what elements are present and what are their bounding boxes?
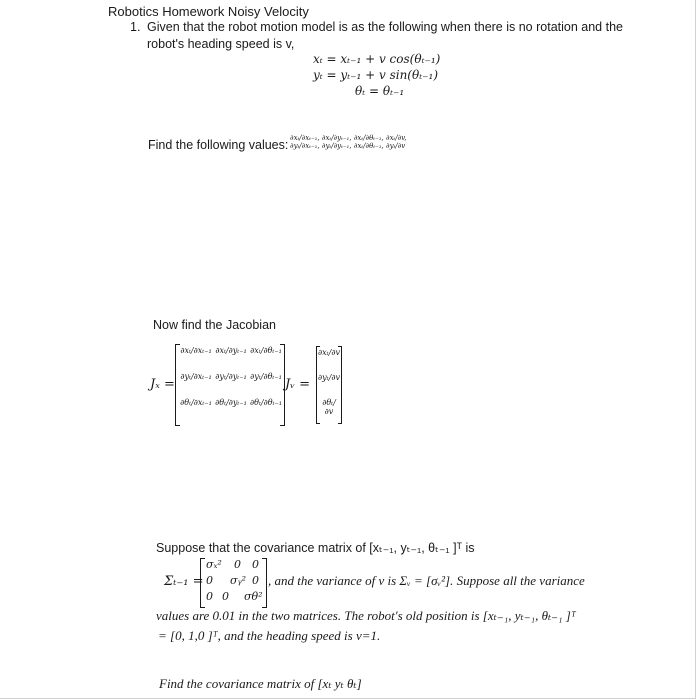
jx-cell: ∂yₜ/∂xₜ₋₁ <box>180 372 212 381</box>
partial-derivatives-list: ∂xₜ/∂xₜ₋₁, ∂xₜ/∂yₜ₋₁, ∂xₜ/∂θₜ₋₁, ∂xₜ/∂v, ∂yₜ/∂xₜ₋₁, ∂yₜ/∂yₜ₋₁, ∂xₜ/∂θₜ₋₁, ∂yₜ/∂v <box>290 134 407 150</box>
jx-label: Jₓ = <box>150 377 175 392</box>
jx-cell: ∂θₜ/∂yₜ₋₁ <box>215 398 247 407</box>
sigma-label: Σₜ₋₁ = <box>164 574 204 589</box>
motion-equation-theta: θₜ = θₜ₋₁ <box>355 84 405 98</box>
sigma-cell: 0 <box>206 590 213 603</box>
partial-derivative: ∂yₜ/∂v <box>386 142 406 150</box>
page-title: Robotics Homework Noisy Velocity <box>108 4 309 19</box>
jv-cell: ∂xₜ/∂v <box>318 348 340 357</box>
motion-equation-x: xₜ = xₜ₋₁ + v cos(θₜ₋₁) <box>313 52 441 66</box>
partial-derivative: ∂yₜ/∂yₜ₋₁ <box>321 142 350 150</box>
jx-cell: ∂yₜ/∂yₜ₋₁ <box>215 372 247 381</box>
jv-label: Jᵥ = <box>285 377 311 392</box>
jx-cell: ∂xₜ/∂yₜ₋₁ <box>215 346 247 355</box>
sigma-cell: σθ² <box>244 590 263 603</box>
jv-cell: ∂yₜ/∂v <box>318 373 340 382</box>
jx-cell: ∂xₜ/∂θₜ₋₁ <box>250 346 282 355</box>
sigma-cell: 0 <box>234 558 241 571</box>
sigma-after-text: , and the variance of v is Σᵥ = [σᵥ²]. Suppose all the variance <box>268 573 585 588</box>
sigma-right-bracket <box>262 558 267 608</box>
sigma-left-bracket <box>200 558 205 608</box>
partial-derivative: ∂xₜ/∂v <box>385 134 405 142</box>
question-text-line2: robot's heading speed is v, <box>147 37 295 51</box>
position-text: = [0, 1,0 ]ᵀ, and the heading speed is v=1. <box>158 628 381 643</box>
values-text: values are 0.01 in the two matrices. The robot's old position is [xₜ₋₁, yₜ₋₁, θₜ₋₁ ]ᵀ <box>156 608 576 623</box>
partial-derivative: ∂xₜ/∂θₜ₋₁ <box>353 134 382 142</box>
sigma-cell: 0 <box>206 574 213 587</box>
sigma-cell: 0 <box>222 590 229 603</box>
motion-equation-y: yₜ = yₜ₋₁ + v sin(θₜ₋₁) <box>313 68 438 82</box>
covariance-intro: Suppose that the covariance matrix of [xₜ₋₁, yₜ₋₁, θₜ₋₁ ]ᵀ is <box>156 541 475 555</box>
question-text-line1: Given that the robot motion model is as the following when there is no rotation and the <box>147 20 623 34</box>
jx-cell: ∂xₜ/∂xₜ₋₁ <box>180 346 212 355</box>
sigma-cell: 0 <box>252 558 259 571</box>
partial-derivative: ∂yₜ/∂xₜ₋₁ <box>290 142 318 150</box>
partial-derivative: ∂xₜ/∂yₜ₋₁ <box>321 134 350 142</box>
jacobian-label: Now find the Jacobian <box>153 318 276 332</box>
sigma-cell: σₓ² <box>206 558 222 571</box>
jx-left-bracket <box>175 344 180 426</box>
partial-derivative: ∂xₜ/∂θₜ₋₁ <box>353 142 382 150</box>
jx-cell: ∂θₜ/∂θₜ₋₁ <box>250 398 282 407</box>
sigma-cell: 0 <box>252 574 259 587</box>
jv-cell: ∂θₜ/∂v <box>322 398 336 416</box>
jx-cell: ∂yₜ/∂θₜ₋₁ <box>250 372 282 381</box>
question-number: 1. <box>130 20 141 34</box>
partial-derivative: ∂xₜ/∂xₜ₋₁ <box>290 134 318 142</box>
jx-cell: ∂θₜ/∂xₜ₋₁ <box>180 398 212 407</box>
find-values-label: Find the following values: <box>148 138 289 152</box>
sigma-cell: σᵧ² <box>230 574 247 587</box>
final-question: Find the covariance matrix of [xₜ yₜ θₜ] <box>159 676 362 691</box>
